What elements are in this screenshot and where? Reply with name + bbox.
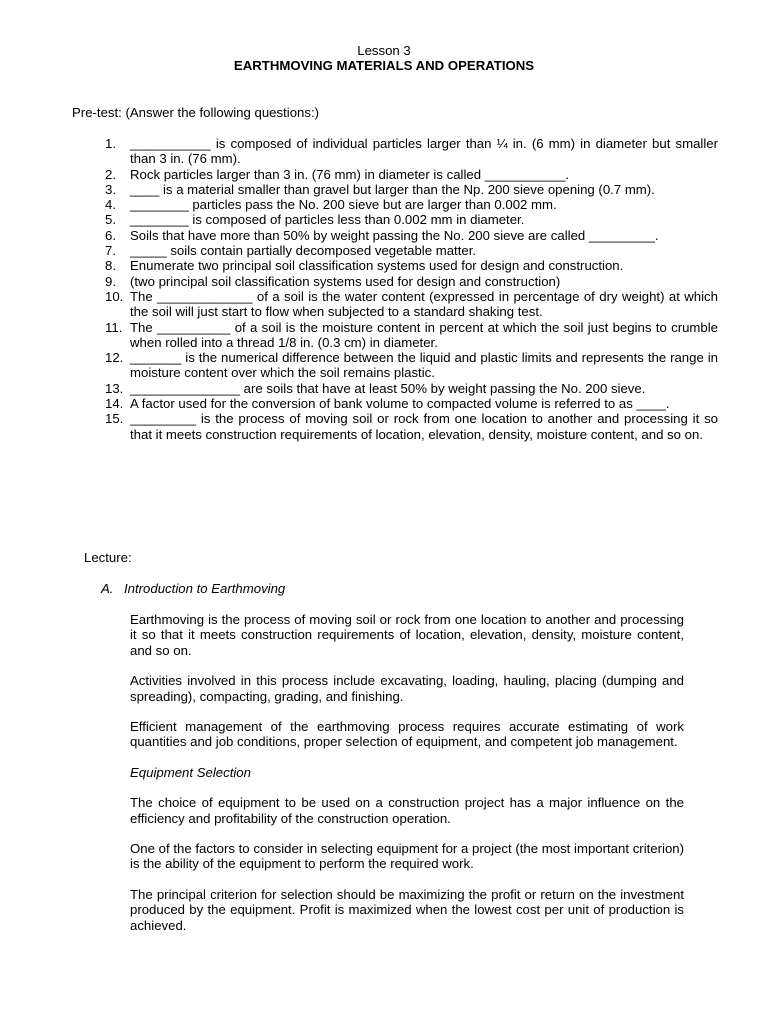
question-text: (two principal soil classification systems used for design and construction) — [130, 273, 561, 289]
question-text: _______________ are soils that have at least 50% by weight passing the No. 200 sieve. — [130, 380, 646, 396]
question-number: 1. — [105, 136, 116, 151]
question-text: ________ is composed of particles less than 0.002 mm in diameter. — [130, 212, 525, 228]
question-number: 5. — [105, 212, 116, 228]
paragraph: The principal criterion for selection should be maximizing the profit or return on the investment produced by the equipment. Profit is maximized when the lowest cost per unit of production is achieved. — [130, 886, 684, 933]
question-item — [105, 167, 718, 182]
question-item — [105, 182, 718, 197]
section-letter: A. — [101, 581, 114, 596]
question-item — [105, 289, 718, 320]
question-number: 11. — [105, 319, 123, 335]
question-text: _________ is the process of moving soil or rock from one location to another and processing it so that it meets construction requirements of location, elevation, density, moisture content, and so on. — [130, 411, 718, 442]
subheading-equipment-selection: Equipment Selection — [130, 764, 251, 780]
question-text: Rock particles larger than 3 in. (76 mm) in diameter is called ___________. — [130, 166, 570, 182]
pretest-heading: Pre-test: (Answer the following questions:) — [72, 105, 320, 120]
question-text: ___________ is composed of individual particles larger than ¼ in. (6 mm) in diameter but smaller than 3 in. (76 mm). — [130, 136, 718, 167]
question-item — [105, 243, 718, 258]
question-text: ____ is a material smaller than gravel but larger than the Np. 200 sieve opening (0.7 mm). — [130, 181, 655, 197]
question-item — [105, 274, 718, 289]
lesson-number: Lesson 3 — [357, 43, 411, 58]
question-number: 6. — [105, 227, 116, 243]
question-text: _______ is the numerical difference between the liquid and plastic limits and represents the range in moisture content over which the soil remains plastic. — [130, 350, 718, 381]
question-text: A factor used for the conversion of bank volume to compacted volume is referred to as ____. — [130, 396, 670, 412]
document-title: EARTHMOVING MATERIALS AND OPERATIONS — [233, 58, 535, 73]
question-number: 4. — [105, 197, 116, 213]
section-heading — [101, 581, 285, 597]
question-item — [105, 396, 718, 411]
question-text: Soils that have more than 50% by weight passing the No. 200 sieve are called _________. — [130, 227, 659, 243]
question-text: ________ particles pass the No. 200 sieve but are larger than 0.002 mm. — [130, 197, 557, 213]
paragraph: Efficient management of the earthmoving process requires accurate estimating of work quantities and job conditions, proper selection of equipment, and competent job management. — [130, 719, 684, 750]
question-number: 8. — [105, 258, 116, 274]
question-number: 3. — [105, 181, 116, 197]
question-text: Enumerate two principal soil classification systems used for design and construction. — [130, 258, 624, 274]
paragraph: Earthmoving is the process of moving soil or rock from one location to another and processing it so that it meets construction requirements of location, elevation, density, moisture content, and so on. — [130, 612, 684, 658]
question-item — [105, 350, 718, 381]
question-item — [105, 197, 718, 212]
question-text: _____ soils contain partially decomposed vegetable matter. — [130, 243, 477, 259]
question-item — [105, 136, 718, 167]
question-item — [105, 228, 718, 243]
question-number: 14. — [105, 396, 124, 412]
question-number: 10. — [105, 288, 124, 304]
paragraph: Activities involved in this process include excavating, loading, hauling, placing (dumping and spreading), compacting, grading, and finishing. — [130, 673, 684, 704]
question-list — [105, 136, 718, 442]
question-number: 12. — [105, 350, 124, 366]
paragraph: The choice of equipment to be used on a construction project has a major influence on the efficiency and profitability of the construction operation. — [130, 795, 684, 826]
question-number: 9. — [105, 273, 116, 289]
question-item — [105, 320, 718, 351]
question-item — [105, 381, 718, 396]
question-item — [105, 212, 718, 227]
lecture-body — [130, 612, 684, 948]
question-text: The _____________ of a soil is the water content (expressed in percentage of dry weight) at which the soil will just start to flow when subjected to a standard shaking test. — [130, 288, 718, 320]
section-title: Introduction to Earthmoving — [124, 581, 286, 596]
question-item — [105, 411, 718, 442]
lecture-heading: Lecture: — [84, 550, 132, 565]
paragraph: One of the factors to consider in selecting equipment for a project (the most important criterion) is the ability of the equipment to perform the required work. — [130, 841, 684, 872]
question-item — [105, 258, 718, 273]
question-number: 2. — [105, 166, 116, 182]
question-number: 7. — [105, 243, 116, 259]
question-number: 15. — [105, 411, 124, 427]
question-text: The __________ of a soil is the moisture content in percent at which the soil just begins to crumble when rolled into a thread 1/8 in. (0.3 cm) in diameter. — [130, 319, 718, 350]
question-number: 13. — [105, 380, 124, 396]
